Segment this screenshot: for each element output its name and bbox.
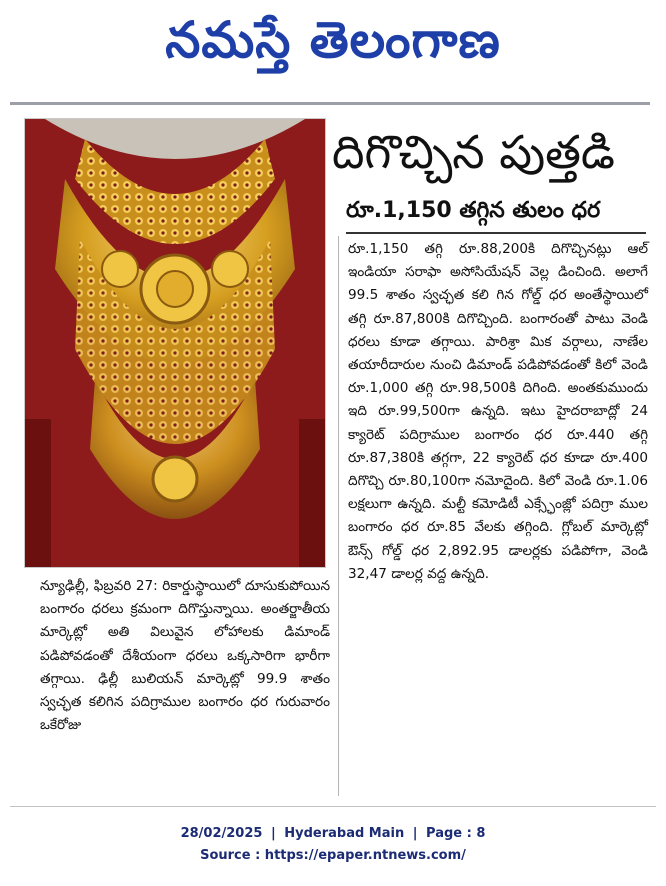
- article-subheadline: రూ.1,150 తగ్గిన తులం ధర: [346, 198, 601, 223]
- footer-separator: |: [412, 826, 418, 841]
- footer-divider: [10, 806, 656, 807]
- footer-date: 28/02/2025: [180, 826, 263, 841]
- footer-edition: Hyderabad Main: [284, 826, 405, 841]
- footer-source: Source : https://epaper.ntnews.com/: [200, 848, 466, 863]
- column-divider: [338, 236, 339, 796]
- footer-edition-line: [0, 826, 666, 841]
- article-body-column: రూ.1,150 తగ్గి రూ.88,200కి దిగొచ్చినట్లు ఆల్ ఇండియా సరాఫా అసోసియేషన్ వెల్ల డించింది. అలాగే 99.5 శాతం స్వచ్ఛత కలి గిన గోల్డ్ ధర అంతేస్థాయిలో తగ్గి రూ.87,800కి దిగొచ్చింది. బంగారంతో పాటు వెండి ధరలు కూడా తగ్గాయి. పారిశ్రా మిక వర్గాలు, నాణేల తయారీదారుల నుంచి డిమాండ్ పడిపోవడంతో కిలో వెండి రూ.1,000 తగ్గి రూ.98,500కి దిగింది. అంతకుముందు ఇది రూ.99,500గా ఉన్నది. ఇటు హైదరాబాద్లో 24 క్యారెట్ పదిగ్రాముల బంగారం ధర రూ.440 తగ్గి రూ.87,380కి తగ్గగా, 22 క్యారెట్ ధర కూడా రూ.400 దిగొచ్చి రూ.80,100గా నమోదైంది. కిలో వెండి రూ.1.06 లక్షలుగా ఉన్నది. మల్టీ కమోడిటీ ఎక్స్ఛేంజ్లో పదిగ్రా ముల బంగారం ధర రూ.85 వేలకు తగ్గింది. గ్లోబల్ మార్కెట్లో ఔన్స్ గోల్డ్ ధర 2,892.95 డాలర్లకు పడిపోగా, వెండి 32,47 డాలర్ల వద్ద ఉన్నది.: [348, 241, 648, 582]
- footer-separator: |: [270, 826, 276, 841]
- subheadline-underline: [346, 232, 646, 234]
- article-headline: దిగొచ్చిన పుత్తడి: [332, 125, 615, 179]
- article-lead-column: న్యూఢిల్లీ, ఫిబ్రవరి 27: రికార్డుస్థాయిలో దూసుకుపోయిన బంగారం ధరలు క్రమంగా దిగొస్తున్నాయి. అంతర్జాతీయ మార్కెట్లో అతి విలువైన లోహాలకు డిమాండ్ పడిపోవడంతో దేశీయంగా ధరలు ఒక్కసారిగా భారీగా తగ్గాయి. ఢిల్లీ బులియన్ మార్కెట్లో 99.9 శాతం స్వచ్ఛత కలిగిన పదిగ్రాముల బంగారం ధర గురువారం ఒకేరోజు: [40, 578, 330, 734]
- jewellery-illustration: [25, 119, 325, 567]
- masthead-divider: [10, 102, 650, 105]
- gold-jewellery-photo: [24, 118, 326, 568]
- newspaper-masthead: నమస్తే తెలంగాణ: [165, 11, 501, 69]
- footer-page: Page : 8: [426, 826, 486, 841]
